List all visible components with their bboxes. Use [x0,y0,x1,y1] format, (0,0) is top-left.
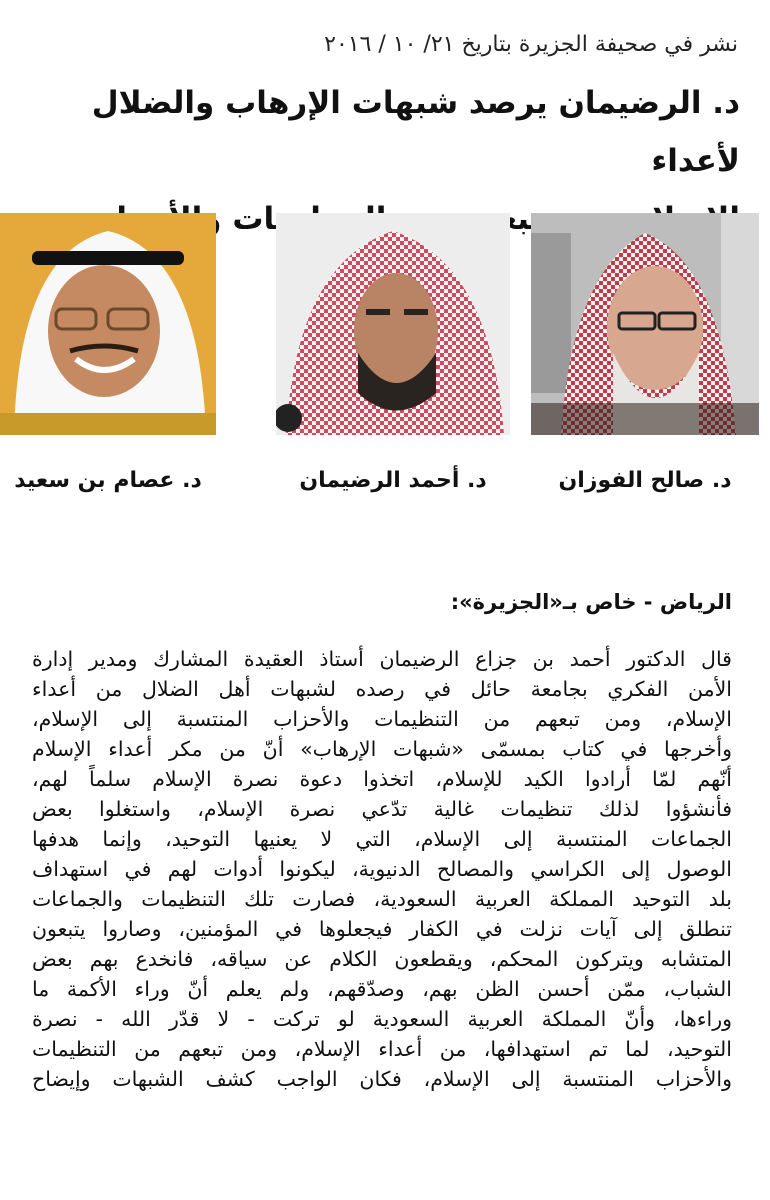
article-dateline: الرياض - خاص بـ«الجزيرة»: [450,590,732,614]
portrait-photo-2 [276,213,510,435]
body-line: تنطلق إلى آيات نزلت في الكفار فيجعلوها في المؤمنين، وصاروا يتبعون [32,917,732,941]
body-line: وراءها، وأنّ المملكة العربية السعودية لو تركت - لا قدّر الله - نصرة [32,1007,732,1031]
headline-line-1: د. الرضيمان يرصد شبهات الإرهاب والضلال لأعداء [91,85,740,179]
photo-caption-2: د. أحمد الرضيمان [299,468,487,493]
photo-caption-1: د. صالح الفوزان [558,468,732,493]
body-line: المتشابه ويتركون المحكم، ويقطعون الكلام عن سياقه، فانخدع بهم بعض [32,947,732,971]
body-line: وأخرجها في كتاب بمسمّى «شبهات الإرهاب» أنّ من مكر أعداء الإسلام [32,737,732,761]
photo-caption-3: د. عصام بن سعيد [14,468,202,493]
body-line: أنّهم لمّا أرادوا الكيد للإسلام، اتخذوا دعوة نصرة الإسلام سلماً لهم، [32,767,732,791]
body-line: الجماعات المنتسبة إلى الإسلام، التي لا يعنيها التوحيد، وإنما هدفها [32,827,732,851]
body-line: فأنشؤوا لذلك تنظيمات غالية تدّعي نصرة الإسلام، واستغلوا بعض [32,797,732,821]
portrait-photo-1 [531,213,759,435]
publication-note: نشر في صحيفة الجزيرة بتاريخ ٢١/ ١٠ / ٢٠١٦ [324,32,738,57]
body-line: قال الدكتور أحمد بن جزاع الرضيمان أستاذ العقيدة المشارك ومدير إدارة [32,647,732,671]
body-line: الإسلام، ومن تبعهم من التنظيمات والأحزاب المنتسبة إلى الإسلام، [32,707,732,731]
body-line: بلد التوحيد المملكة العربية السعودية، فصارت تلك التنظيمات والجماعات [32,887,732,911]
body-line: التوحيد، لما تم استهدافها، من أعداء الإسلام، ومن تبعهم من التنظيمات [32,1037,732,1061]
article-body [32,644,732,1094]
body-line: الشباب، ممّن أحسن الظن بهم، وصدّقهم، ولم يعلم أنّ وراء الأكمة ما [32,977,732,1001]
body-line: الوصول إلى الكراسي والمصالح الدنيوية، ليكونوا أدوات لهم في استهداف [32,857,732,881]
body-line: الأمن الفكري بجامعة حائل في رصده لشبهات أهل الضلال من أعداء [32,677,732,701]
body-line: والأحزاب المنتسبة إلى الإسلام، فكان الواجب كشف الشبهات وإيضاح [32,1067,732,1091]
portrait-photo-3 [0,213,216,435]
